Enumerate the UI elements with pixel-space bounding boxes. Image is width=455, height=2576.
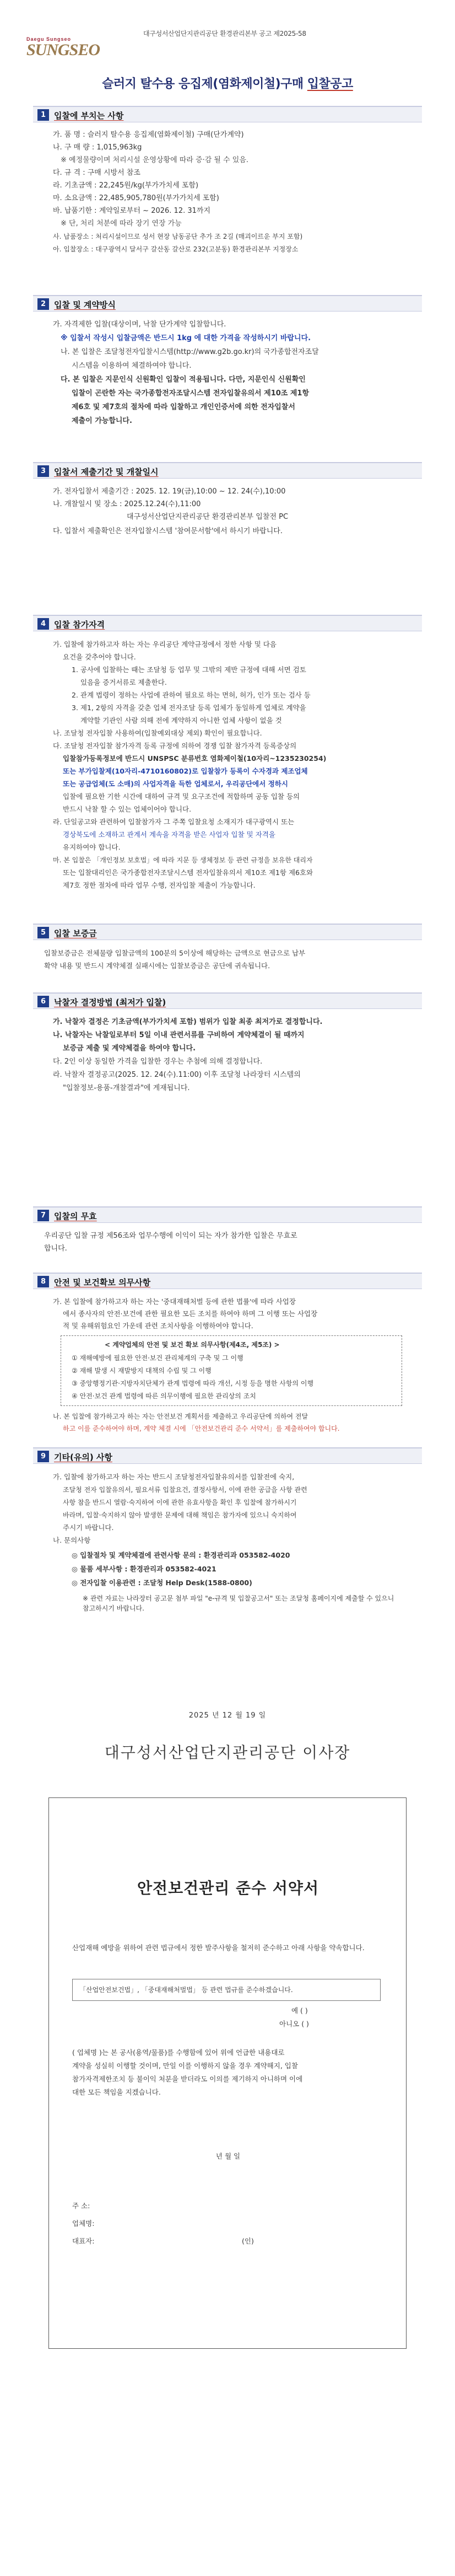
section-title: 입찰서 제출기간 및 개찰일시 [54, 467, 159, 477]
s9-row: 조달청 전자 입찰유의서, 필요서류 입찰요건, 결정사항서, 이에 관한 공급을 사항 관련 [63, 1486, 307, 1494]
s4-row: 또는 공급업체(도 소매)의 사업자격을 득한 업체로서, 우리공단에서 정하시 [63, 780, 288, 788]
section-number: 8 [37, 1276, 49, 1287]
s8-row: 가. 본 입찰에 참가하고자 하는 자는 '중대재해처벌 등에 관한 법률'에 따라 사업장 [53, 1297, 296, 1306]
s2-note: ※ 입찰서 작성시 입찰금액은 반드시 1kg 에 대한 가격을 작성하시기 바랍니다. [61, 334, 311, 342]
s8-row: 에서 종사자의 안전·보건에 관한 필요한 모든 조치를 하여야 하며 그 이행 또는 사업장 [63, 1310, 318, 1318]
section-number: 2 [37, 298, 49, 310]
s4-row: 요건을 갖추어야 합니다. [63, 653, 136, 661]
s5-row: 확약 내용 및 반드시 계약체결 실패시에는 입찰보증금은 공단에 귀속됩니다. [44, 962, 270, 970]
s9-row: 나. 문의사항 [53, 1536, 91, 1544]
pledge-option-yes[interactable]: 예 ( ) [291, 2006, 308, 2015]
section-title: 입찰 참가자격 [54, 620, 105, 630]
pledge-option-no[interactable]: 아니오 ( ) [279, 2020, 309, 2028]
organization-logo [26, 36, 109, 62]
s4-row: 라. 단일공고와 관련하여 입찰참가자 그 주쪽 입찰요청 소재지가 대구광역시 또는 [53, 818, 295, 826]
s4-row: 다. 조달청 전자입찰 참가자격 등록 규정에 의하여 경쟁 입찰 참가자격 등록증상의 [53, 742, 297, 750]
section-title: 입찰에 부치는 사항 [54, 111, 124, 121]
section-title: 기타(유의) 사항 [54, 1452, 112, 1462]
s6-row: 다. 2인 이상 동일한 가격을 입찰한 경우는 추첨에 의해 결정합니다. [53, 1058, 263, 1066]
s7-row: 합니다. [44, 1244, 67, 1253]
contact-item: ◎ 물품 세부사항 : 환경관리과 053582-4021 [72, 1565, 216, 1573]
s4-row: 계약할 기관인 사람 의해 전에 계약하지 아니한 업체 사항이 없을 것 [80, 716, 282, 724]
s6-row: 가. 낙찰자 결정은 기초금액(부가가치세 포함) 범위가 입찰 최종 최저가로 결정합니다. [53, 1018, 323, 1026]
section-5-header [33, 924, 422, 940]
s4-row: 유지하여야 합니다. [63, 843, 121, 851]
issuer-name: 대구성서산업단지관리공단 이사장 [104, 1743, 351, 1762]
s3-row: 나. 개찰일시 및 장소 : 2025.12.24(수),11:00 [53, 500, 201, 508]
s1-row: 마. 소요금액 : 22,485,905,780원(부가가치세 포함) [53, 194, 219, 202]
s3-row: 다. 입찰서 제출확인은 전자입찰시스템 '참여문서함'에서 하시기 바랍니다. [53, 527, 283, 535]
s2-row: 가. 자격제한 입찰(대상이며, 낙찰 단가계약 입찰합니다. [53, 320, 226, 329]
section-4-header [33, 615, 422, 631]
s4-row: 1. 공사에 입찰하는 때는 조달청 등 업무 및 그밖의 제반 규정에 대해 서면 검토 [72, 666, 306, 674]
s4-row: 반드시 낙찰 할 수 있는 업체이어야 합니다. [63, 805, 192, 813]
s4-row: 제7호 정한 절차에 따라 업무 수행, 전자입찰 제출이 가능합니다. [63, 881, 256, 889]
contact-note: ※ 관련 자료는 나라장터 공고문 첨부 파일 "e-규격 및 입찰공고서" 또는 조달청 홈페이지에 제출할 수 있으니 참고하시기 바랍니다. [83, 1595, 394, 1612]
s1-row: 라. 기초금액 : 22,245원/kg(부가가치세 포함) [53, 181, 199, 190]
address-label: 주 소: [72, 2202, 90, 2210]
s1-row: 아. 입찰장소 : 대구광역시 달서구 갈산동 갈산로 232(고분동) 환경관리본부 지정장소 [53, 245, 299, 253]
section-7-header [33, 1206, 422, 1223]
logo-big-text: SUNGSEO [26, 41, 100, 59]
s9-row: 바라며, 입찰·숙지하지 않아 발생한 문제에 대해 책임은 참가자에 있으니 숙지하여 [63, 1511, 297, 1519]
section-number: 3 [37, 465, 49, 477]
s4-row: 또는 입찰대리인은 국가종합전자조달시스템 전자입찰유의서 제10조 제1항 제6호와 [63, 868, 313, 877]
s4-row: 있음을 증거서류로 제출한다. [80, 678, 167, 686]
s2-row: 다. 본 입찰은 지문인식 신원확인 입찰이 적용됩니다. 다만, 지문인식 신원확인 [61, 375, 306, 384]
s4-row: 입찰참가등록정보에 반드시 UNSPSC 분류번호 염화제이철(10자리~1235230254) [63, 754, 327, 763]
s3-row: 대구성서산업단지관리공단 환경관리본부 입찰전 PC [127, 513, 289, 521]
company-label: 업체명: [72, 2219, 95, 2228]
s9-row: 사항 참을 반드시 열람·숙지하여 이에 관한 유효사항을 확인 후 입찰에 참가하시기 [63, 1499, 297, 1506]
s4-row: 입찰에 필요한 기한 시간에 대하여 규격 및 요구조건에 적합하며 공동 입찰 등의 [63, 792, 300, 801]
s4-row: 3. 제1, 2항의 자격을 갖춘 업체 전자조달 등록 업체가 동일하게 업체로 계약을 [72, 704, 306, 712]
obligation-box-title: < 계약업체의 안전 및 보건 확보 의무사항(제4조, 제5조) > [105, 1341, 280, 1349]
s1-row: 나. 구 매 량 : 1,015,963kg [53, 143, 142, 152]
s4-row: 마. 본 입찰은 「개인정보 보호법」에 따라 지문 등 생체정보 등 관련 규정을 보유한 대리자 [53, 856, 313, 864]
pledge-title: 안전보건관리 준수 서약서 [137, 1879, 319, 1897]
title-underlined: 입찰공고 [307, 77, 353, 91]
s8-row: 나. 본 입찰에 참가하고자 하는 자는 안전보건 계획서를 제출하고 우리공단에 의하여 전달 [53, 1413, 308, 1420]
contact-item: ◎ 입찰절차 및 계약체결에 관련사항 문의 : 환경관리과 053582-4020 [72, 1551, 290, 1559]
safety-pledge-form [48, 1797, 407, 2349]
s9-row: 가. 입찰에 참가하고자 하는 자는 반드시 조달청전자입찰유의서를 입찰전에 숙지, [53, 1473, 295, 1481]
section-8-header [33, 1273, 422, 1289]
s5-row: 입찰보증금은 전체물량 입찰금액의 100분의 5이상에 해당하는 금액으로 현금으로 납부 [44, 949, 306, 957]
page-title: 슬러지 탈수용 응집제(염화제이철)구매 입찰공고 [102, 77, 353, 91]
obligation-item: ① 재해예방에 필요한 안전·보건 관리체계의 구축 및 그 이행 [72, 1354, 243, 1362]
s8-row: 하고 이를 준수하여야 하며, 계약 체결 시에 「안전보건관리 준수 서약서」를 제출하여야 합니다. [63, 1425, 340, 1432]
section-title: 낙찰자 결정방법 (최저가 입찰) [54, 997, 166, 1007]
s9-row: 주시기 바랍니다. [63, 1523, 114, 1532]
s2-row: 나. 본 입찰은 조달청전자입찰시스템(http://www.g2b.go.kr)의 국가종합전자조달 [61, 348, 319, 356]
s4-row: 나. 조달청 전자입찰 사용하여(입찰예외대상 제외) 확인이 필요합니다. [53, 729, 262, 737]
s2-row: 제6호 및 제7호의 절차에 따라 입찰하고 개인인증서에 의한 전자입찰서 [72, 403, 295, 411]
s1-note: ※ 예정물량이며 처리시설 운영상황에 따라 증·감 될 수 있음. [61, 156, 249, 164]
obligation-item: ② 재해 발생 시 재발방지 대책의 수립 및 그 이행 [72, 1367, 212, 1375]
announcement-date: 2025 년 12 월 19 일 [188, 1711, 267, 1720]
section-3-header [33, 462, 422, 479]
s6-row: 라. 낙찰자 결정공고(2025. 12. 24(수).11:00) 이후 조달청 나라장터 시스템의 [53, 1071, 301, 1079]
obligation-item: ③ 중앙행정기관·지방자치단체가 관계 법령에 따라 개선, 시정 등을 명한 사항의 이행 [72, 1380, 314, 1387]
s6-row: 보증금 제출 및 계약체결을 하여야 합니다. [63, 1044, 196, 1053]
obligation-item: ④ 안전·보건 관계 법령에 따른 의무이행에 필요한 관리상의 조치 [72, 1392, 256, 1400]
s6-row: "입찰정보-용품-개찰결과"에 게재됩니다. [63, 1084, 190, 1092]
section-number: 9 [37, 1451, 49, 1462]
seal-mark: (인) [242, 2237, 254, 2245]
s1-row: 바. 납품기한 : 계약일로부터 ~ 2026. 12. 31까지 [53, 207, 211, 215]
s1-note: ※ 단, 처리 처분에 따라 장기 연장 가능 [61, 219, 182, 228]
pledge-body-line: ( 업체명 )는 본 공사(용역/물품)를 수행함에 있어 위에 언급한 내용대로 [72, 2048, 285, 2057]
section-2-header [33, 295, 422, 312]
section-1-header [33, 106, 422, 122]
pledge-statement-box [72, 1979, 381, 2001]
s4-row: 경상북도에 소재하고 관계서 계속을 자격을 받은 사업자 입찰 및 자격을 [63, 830, 275, 839]
pledge-date[interactable]: 년 월 일 [215, 2152, 241, 2160]
s4-row: 2. 관계 법령이 정하는 사업에 관하여 필요로 하는 면허, 허가, 인가 또는 검사 등 [72, 691, 311, 699]
pledge-statement: 「산업안전보건법」, 「중대재해처벌법」 등 관련 법규를 준수하겠습니다. [79, 1986, 293, 1994]
contact-item: ◎ 전자입찰 이용관련 : 조달청 Help Desk(1588-0800) [72, 1579, 252, 1587]
s6-row: 나. 낙찰자는 낙찰일로부터 5일 이내 관련서류를 구비하여 계약체결이 될 때까지 [53, 1031, 305, 1039]
s2-row: 제출이 가능합니다. [72, 417, 132, 425]
section-number: 1 [37, 109, 49, 121]
s1-row: 사. 납품장소 : 처리시설이므로 성서 현장 남동공단 추가 조 2길 (매괴이르운 부지 포함) [53, 233, 303, 240]
pledge-body-line: 대한 모든 책임을 지겠습니다. [72, 2088, 161, 2096]
s1-row: 다. 규 격 : 구매 시방서 참조 [53, 169, 140, 177]
s4-row: 가. 입찰에 참가하고자 하는 자는 우리공단 계약규정에서 정한 사항 및 다음 [53, 640, 277, 648]
announcement-number: 대구성서산업단지관리공단 환경관리본부 공고 제2025-58 [143, 30, 306, 37]
s2-row: 입찰이 곤란한 자는 국가종합전자조달시스템 전자입찰유의서 제10조 제1항 [72, 389, 310, 398]
s7-row: 우리공단 입찰 규정 제56조와 업무수행에 이익이 되는 자가 참가한 입찰은 무효로 [44, 1232, 297, 1240]
representative-label: 대표자: [72, 2237, 95, 2245]
pledge-body-line: 계약을 성실히 이행할 것이며, 만일 이를 이행하지 않을 경우 계약해지, 입찰 [72, 2062, 298, 2070]
s1-row: 가. 품 명 : 슬러지 탈수용 응집제(염화제이철) 구매(단가계약) [53, 131, 244, 139]
section-6-header [33, 992, 422, 1009]
section-number: 4 [37, 618, 49, 630]
section-number: 6 [37, 996, 49, 1007]
logo-small-text: Daegu Sungseo [26, 36, 72, 42]
section-number: 5 [37, 927, 49, 938]
pledge-body-line: 참가자격제한조치 등 불이익 처분을 받더라도 이의를 제기하지 아니하며 이에 [72, 2075, 303, 2083]
s4-row: 또는 부가입찰제(10자리-4710160802)로 입찰참가 등록이 수자경과 제조업체 [63, 767, 308, 775]
section-title: 안전 및 보건확보 의무사항 [54, 1278, 151, 1287]
section-number: 7 [37, 1210, 49, 1221]
section-title: 입찰의 무효 [54, 1211, 97, 1221]
section-9-header [33, 1447, 422, 1464]
s3-row: 가. 전자입찰서 제출기간 : 2025. 12. 19(금),10:00 ~ 12. 24(수),10:00 [53, 487, 286, 496]
section-title: 입찰 및 계약방식 [54, 300, 116, 310]
s2-row: 시스템을 이용하여 체결하여야 합니다. [72, 362, 192, 370]
s8-row: 적 및 유해위험요인 가운데 관련 조치사항을 이행하여야 합니다. [63, 1322, 253, 1330]
section-title: 입찰 보증금 [54, 929, 97, 938]
pledge-intro: 산업재해 예방을 위하여 관련 법규에서 정한 발주사항을 철저히 준수하고 아래 사항을 약속합니다. [72, 1944, 365, 1952]
